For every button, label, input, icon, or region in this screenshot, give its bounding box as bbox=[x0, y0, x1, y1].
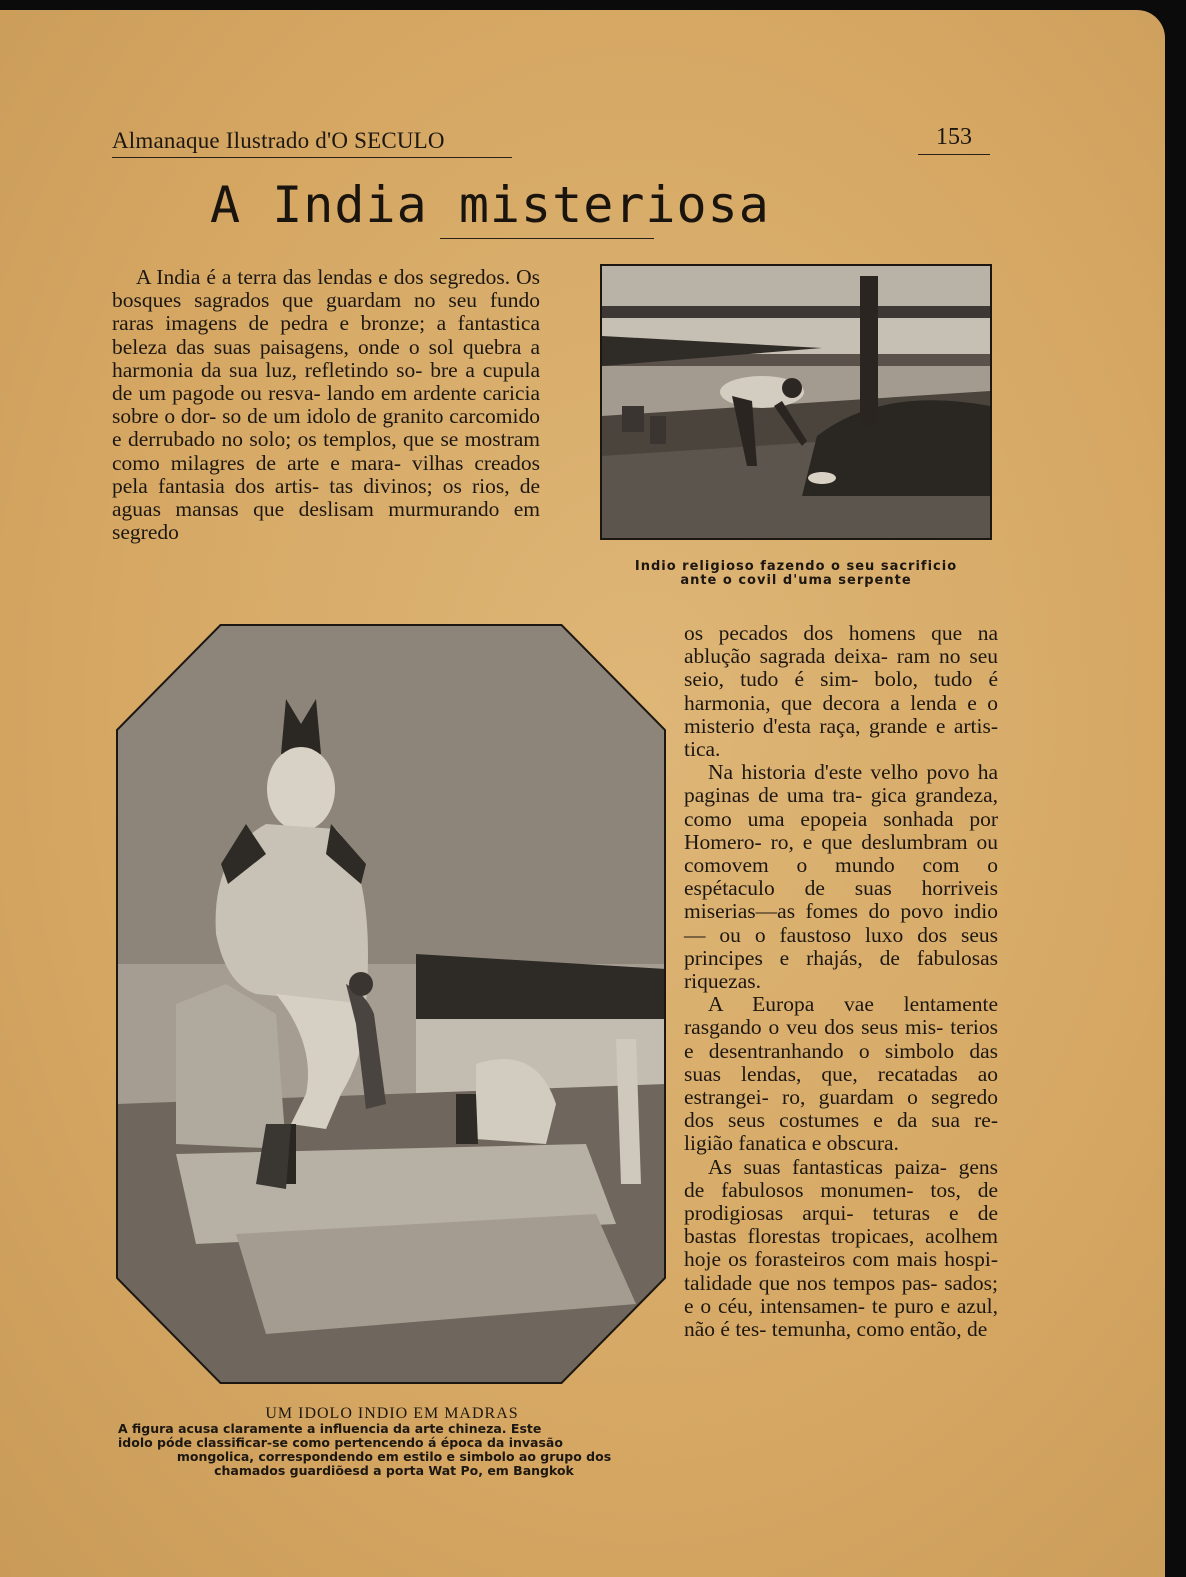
text-line: bre a cupula de um pagode ou resva- bbox=[112, 357, 541, 406]
text-line: que deslisam murmurando em segredo bbox=[112, 497, 541, 545]
text-line: A Europa vae lentamente bbox=[708, 992, 998, 1017]
text-line: vilhas creados pela fantasia dos artis- bbox=[112, 450, 540, 498]
text-line: simbolo das suas lendas, bbox=[684, 1038, 999, 1086]
text-line: tas divinos; os rios, de aguas mansas bbox=[112, 473, 540, 522]
text-line: derrubado no solo; os templos, que se bbox=[127, 427, 459, 452]
text-line: decora a lenda e o misterio bbox=[684, 690, 998, 738]
text-line: a harmonia da sua luz, refletindo so- bbox=[112, 334, 541, 382]
text-line: d'esta raça, grande e artis- bbox=[762, 713, 998, 738]
text-line: de pedra e bronze; a fantastica beleza bbox=[112, 311, 540, 359]
photo-caption-top bbox=[606, 560, 986, 588]
text-line: bolo, tudo é harmonia, que bbox=[684, 667, 998, 715]
text-line: seus costumes e da sua re- bbox=[728, 1108, 998, 1133]
text-line: indio — ou o faustoso luxo bbox=[684, 899, 998, 947]
text-line: tropicaes, acolhem hoje os bbox=[684, 1224, 998, 1272]
text-line: povo ha paginas de uma tra- bbox=[684, 760, 998, 808]
running-title: Almanaque Ilustrado d'O SECULO bbox=[112, 128, 445, 153]
text-line: ligião fanatica e obscura. bbox=[684, 1131, 899, 1156]
article-column-right bbox=[684, 622, 998, 1341]
page-number-rule bbox=[918, 154, 990, 155]
text-line: ram no seu seio, tudo é sim- bbox=[684, 644, 999, 692]
text-line: rasgando o veu dos seus mis- bbox=[684, 1015, 944, 1040]
page-number: 153 bbox=[936, 124, 972, 150]
text-line: A India é a terra das lendas e dos bbox=[136, 265, 424, 289]
text-line: que, recatadas ao estrangei- bbox=[684, 1061, 998, 1110]
text-line: ro, guardam o segredo dos bbox=[684, 1085, 998, 1133]
text-line: tica. bbox=[684, 737, 721, 762]
text-line: gica grandeza, como uma bbox=[684, 783, 998, 831]
title-rule bbox=[440, 238, 654, 239]
text-line: so de um idolo de granito carcomido e bbox=[112, 404, 540, 452]
text-line: sados; e o céu, intensamen- bbox=[684, 1270, 998, 1318]
text-line: segredos. Os bosques sagrados que bbox=[112, 265, 540, 313]
caption-line: mongolica, correspondendo em estilo e simbolo ao grupo dos bbox=[176, 1449, 612, 1464]
text-line: Na historia d'este velho bbox=[708, 760, 919, 785]
text-line: As suas fantasticas paiza- bbox=[708, 1154, 947, 1179]
text-line: das suas paisagens, onde o sol quebra bbox=[176, 334, 522, 359]
photo-religious-man bbox=[600, 264, 992, 540]
article-column-left bbox=[112, 266, 540, 544]
text-line: miserias—as fomes do povo bbox=[684, 899, 944, 924]
text-line: guardam no seu fundo raras imagens bbox=[112, 288, 540, 336]
text-line: tos, de prodigiosas arqui- bbox=[684, 1177, 998, 1226]
text-line: teturas e de bastas florestas bbox=[684, 1201, 998, 1249]
running-title-rule bbox=[112, 157, 512, 158]
text-line: comovem o mundo com o bbox=[684, 853, 998, 878]
text-line: na ablução sagrada deixa- bbox=[684, 621, 999, 669]
text-line: os pecados dos homens que bbox=[684, 621, 963, 645]
idol-caption-title: UM IDOLO INDIO EM MADRAS bbox=[265, 1405, 519, 1422]
text-line: mostram como milagres de arte e mara- bbox=[112, 427, 541, 475]
text-line: ro, e que deslumbram ou bbox=[770, 829, 999, 854]
text-line: forasteiros com mais hospi- bbox=[754, 1247, 998, 1272]
text-line: gens de fabulosos monumen- bbox=[684, 1154, 999, 1202]
text-line: dos seus principes e rhajás, bbox=[684, 922, 999, 970]
text-line: temunha, como então, de bbox=[771, 1317, 988, 1342]
caption-line: idolo póde classificar-se como pertencendo á época da invasão bbox=[118, 1435, 563, 1450]
caption-line: Indio religioso fazendo o seu sacrificio bbox=[634, 559, 958, 574]
text-line: terios e desentranhando o bbox=[684, 1015, 998, 1063]
caption-line: chamados guardiõesd a porta Wat Po, em Bangkok bbox=[214, 1463, 574, 1478]
text-line: lando em ardente caricia sobre o dor- bbox=[112, 381, 541, 429]
text-line: talidade que nos tempos pas- bbox=[684, 1270, 938, 1295]
text-line: espétaculo de suas horriveis bbox=[684, 876, 998, 901]
text-line: te puro e azul, não é tes- bbox=[684, 1293, 999, 1342]
caption-line: ante o covil d'uma serpente bbox=[680, 573, 912, 588]
text-line: de fabulosas riquezas. bbox=[684, 945, 998, 994]
article-title: A India misteriosa bbox=[210, 176, 770, 234]
text-line: epopeia sonhada por Homero- bbox=[684, 806, 998, 854]
photo-idol-frame bbox=[116, 624, 666, 1384]
photo-religious-man-image bbox=[602, 266, 990, 538]
idol-caption-body bbox=[118, 1422, 670, 1478]
caption-line: A figura acusa claramente a influencia da arte chineza. Este bbox=[118, 1421, 542, 1436]
